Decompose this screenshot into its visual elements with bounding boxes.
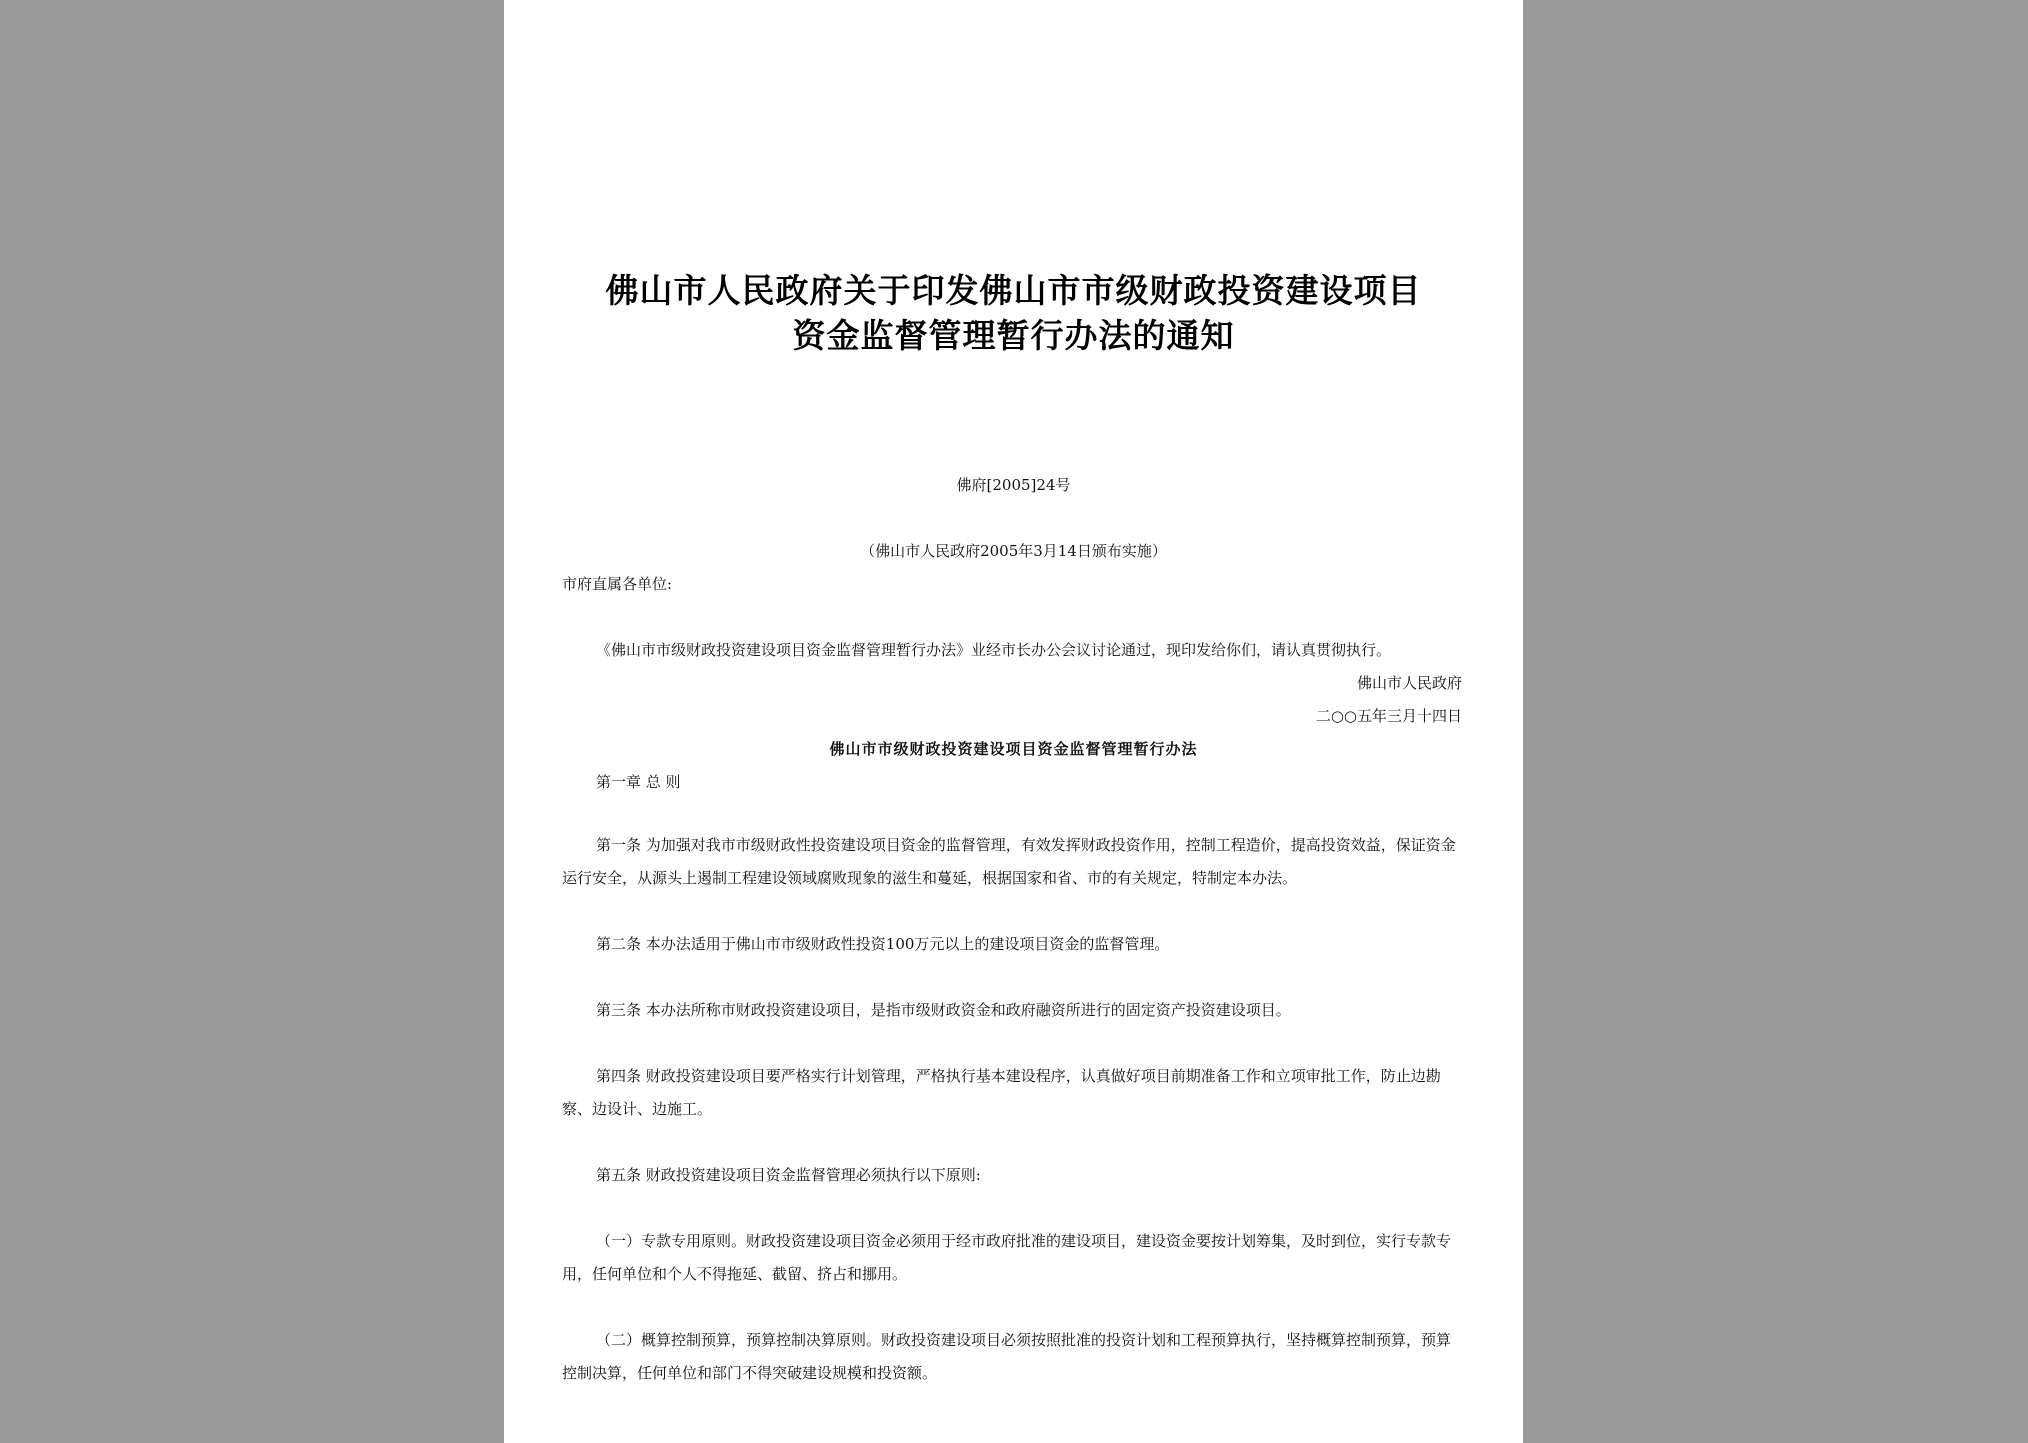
article-1: 第一条 为加强对我市市级财政性投资建设项目资金的监督管理，有效发挥财政投资作用，控制工程造价，提高投资效益，保证资金运行安全，从源头上遏制工程建设领域腐败现象的滋生和蔓延，根据国家和省、市的有关规定，特制定本办法。: [562, 836, 1456, 887]
document-number: 佛府[2005]24号: [956, 476, 1071, 494]
article-2: 第二条 本办法适用于佛山市市级财政性投资100万元以上的建设项目资金的监督管理。: [596, 935, 1170, 953]
measures-title: 佛山市市级财政投资建设项目资金监督管理暂行办法: [829, 740, 1198, 758]
addressee: 市府直属各单位:: [562, 575, 673, 593]
article-3: 第三条 本办法所称市财政投资建设项目，是指市级财政资金和政府融资所进行的固定资产投资建设项目。: [596, 1001, 1291, 1019]
signature-date: 二○○五年三月十四日: [1315, 707, 1462, 725]
document-title-line1: 佛山市人民政府关于印发佛山市市级财政投资建设项目: [605, 271, 1422, 310]
article-5: 第五条 财政投资建设项目资金监督管理必须执行以下原则:: [596, 1166, 981, 1184]
issue-note: （佛山市人民政府2005年3月14日颁布实施）: [860, 542, 1167, 560]
signature-org: 佛山市人民政府: [1356, 674, 1462, 692]
principle-1: （一）专款专用原则。财政投资建设项目资金必须用于经市政府批准的建设项目，建设资金要按计划筹集，及时到位，实行专款专用，任何单位和个人不得拖延、截留、挤占和挪用。: [562, 1232, 1452, 1283]
intro-paragraph: 《佛山市市级财政投资建设项目资金监督管理暂行办法》业经市长办公会议讨论通过，现印发给你们，请认真贯彻执行。: [596, 641, 1392, 659]
article-4: 第四条 财政投资建设项目要严格实行计划管理，严格执行基本建设程序，认真做好项目前期准备工作和立项审批工作，防止边勘察、边设计、边施工。: [562, 1067, 1441, 1118]
document-page: [504, 0, 1523, 1443]
document-title-line2: 资金监督管理暂行办法的通知: [792, 316, 1235, 355]
principle-2: （二）概算控制预算，预算控制决算原则。财政投资建设项目必须按照批准的投资计划和工程预算执行，坚持概算控制预算，预算控制决算，任何单位和部门不得突破建设规模和投资额。: [562, 1331, 1452, 1382]
chapter-heading: 第一章 总 则: [596, 773, 681, 791]
